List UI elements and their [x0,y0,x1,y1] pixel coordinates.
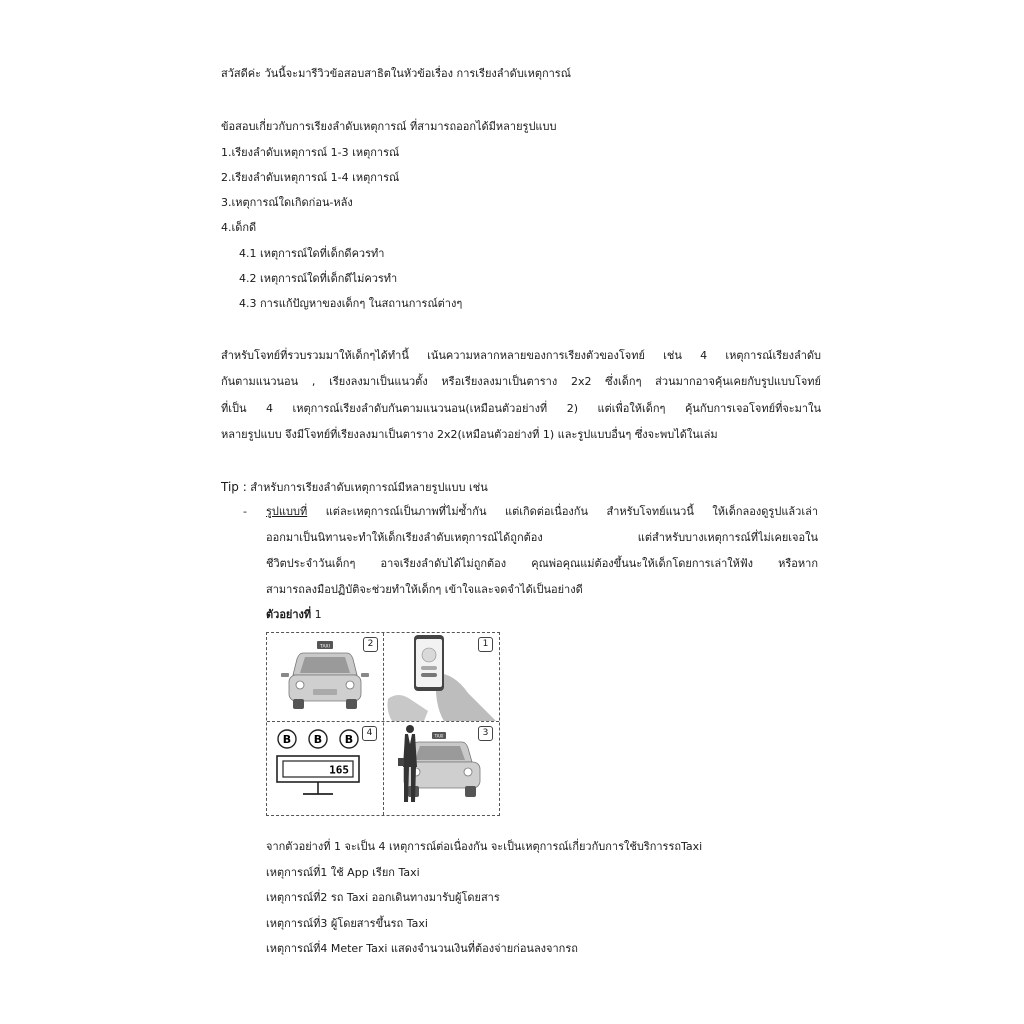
svg-text:B: B [282,733,292,746]
picture-cell-taxi-meter [267,722,383,815]
example-picture-grid [266,632,500,816]
example-label: ตัวอย่างที่ [266,608,312,621]
type-item-4-1: 4.1 เหตุการณ์ใดที่เด็กดีควรทำ [239,247,385,260]
explain-line-3: เหตุการณ์ที่2 รถ Taxi ออกเดินทางมารับผู้โดยสาร [266,891,500,904]
explain-line-2: เหตุการณ์ที่1 ใช้ App เรียก Taxi [266,866,420,879]
picture-cell-passenger-boarding [384,722,499,815]
meter-value: 165 [329,763,349,777]
type-item-4-3: 4.3 การแก้ปัญหาของเด็กๆ ในสถานการณ์ต่างๆ [239,297,463,310]
svg-text:B: B [313,733,323,746]
tip-line-4: สามารถลงมือปฏิบัติจะช่วยทำให้เด็กๆ เข้าใจและจดจำได้เป็นอย่างดี [266,583,583,596]
step-number-badge: 3 [478,726,493,741]
tip-bullet-dash: - [243,505,247,518]
intro-text: สวัสดีค่ะ วันนี้จะมารีวิวข้อสอบสาธิตในหัวข้อเรื่อง การเรียงลำดับเหตุการณ์ [221,67,571,80]
tip-label: Tip : [221,480,247,494]
explain-line-1: จากตัวอย่างที่ 1 จะเป็น 4 เหตุการณ์ต่อเนื่องกัน จะเป็นเหตุการณ์เกี่ยวกับการใช้บริการรถTaxi [266,840,703,853]
baht-coin-icon [340,730,358,748]
para-line-3: ที่เป็น 4 เหตุการณ์เรียงลำดับกันตามแนวนอน(เหมือนตัวอย่างที่ 2) แต่เพื่อให้เด็กๆ คุ้นกับการเจอโจทย์ที่จะมาใน [221,402,821,415]
tip-line-2: ออกมาเป็นนิทานจะทำให้เด็กเรียงลำดับเหตุการณ์ได้ถูกต้อง แต่สำหรับบางเหตุการณ์ที่ไม่เคยเจอใน [266,531,818,544]
type-item-4-2: 4.2 เหตุการณ์ใดที่เด็กดีไม่ควรทำ [239,272,398,285]
tip-line-1 [266,505,818,519]
explain-line-5: เหตุการณ์ที่4 Meter Taxi แสดงจำนวนเงินที่ต้องจ่ายก่อนลงจากรถ [266,942,578,955]
taxi-roof-sign-small-text: TAXI [434,733,444,739]
type-item-3: 3.เหตุการณ์ใดเกิดก่อน-หลัง [221,196,353,209]
type-item-2: 2.เรียงลำดับเหตุการณ์ 1-4 เหตุการณ์ [221,171,400,184]
svg-text:B: B [344,733,354,746]
picture-cell-phone-app [384,633,499,721]
baht-coin-icon [309,730,327,748]
explain-line-4: เหตุการณ์ที่3 ผู้โดยสารขึ้นรถ Taxi [266,917,428,930]
types-heading: ข้อสอบเกี่ยวกับการเรียงลำดับเหตุการณ์ ที่สามารถออกได้มีหลายรูปแบบ [221,120,557,133]
tip-line [221,480,488,495]
para-line-1: สำหรับโจทย์ที่รวบรวมมาให้เด็กๆได้ทำนี้ เน้นความหลากหลายของการเรียงตัวของโจทย์ เช่น 4 เหตุการณ์เรียงลำดับ [221,349,821,362]
taxi-roof-sign-text: TAXI [320,644,330,650]
tip-line-3: ชีวิตประจำวันเด็กๆ อาจเรียงลำดับได้ไม่ถูกต้อง คุณพ่อคุณแม่ต้องขึ้นนะให้เด็กโดยการเล่าให้ฟัง หรือหาก [266,557,818,570]
para-line-4: หลายรูปแบบ จึงมีโจทย์ที่เรียงลงมาเป็นตาราง 2x2(เหมือนตัวอย่างที่ 1) และรูปแบบอื่นๆ ซึ่งจะพบได้ในเล่ม [221,428,718,441]
tip-text: สำหรับการเรียงลำดับเหตุการณ์มีหลายรูปแบบ เช่น [250,481,488,494]
step-number-badge: 1 [478,637,493,652]
type-item-1: 1.เรียงลำดับเหตุการณ์ 1-3 เหตุการณ์ [221,146,400,159]
pattern-label: รูปแบบที่ [266,505,308,518]
tip-line-1-rest: แต่ละเหตุการณ์เป็นภาพที่ไม่ซ้ำกัน แต่เกิดต่อเนื่องกัน สำหรับโจทย์แนวนี้ ให้เด็กลองดูรูปแล้วเล่า [307,505,818,518]
step-number-badge: 2 [363,637,378,652]
para-line-2: กันตามแนวนอน , เรียงลงมาเป็นแนวตั้ง หรือเรียงลงมาเป็นตาราง 2x2 ซึ่งเด็กๆ ส่วนมากอาจคุ้นเคยกับรูปแบบโจทย์ [221,375,821,388]
baht-coin-icon [278,730,296,748]
picture-cell-taxi-front [267,633,383,721]
example-label-line [266,608,322,622]
type-item-4: 4.เด็กดี [221,221,257,234]
step-number-badge: 4 [362,726,377,741]
example-number: 1 [314,608,322,621]
